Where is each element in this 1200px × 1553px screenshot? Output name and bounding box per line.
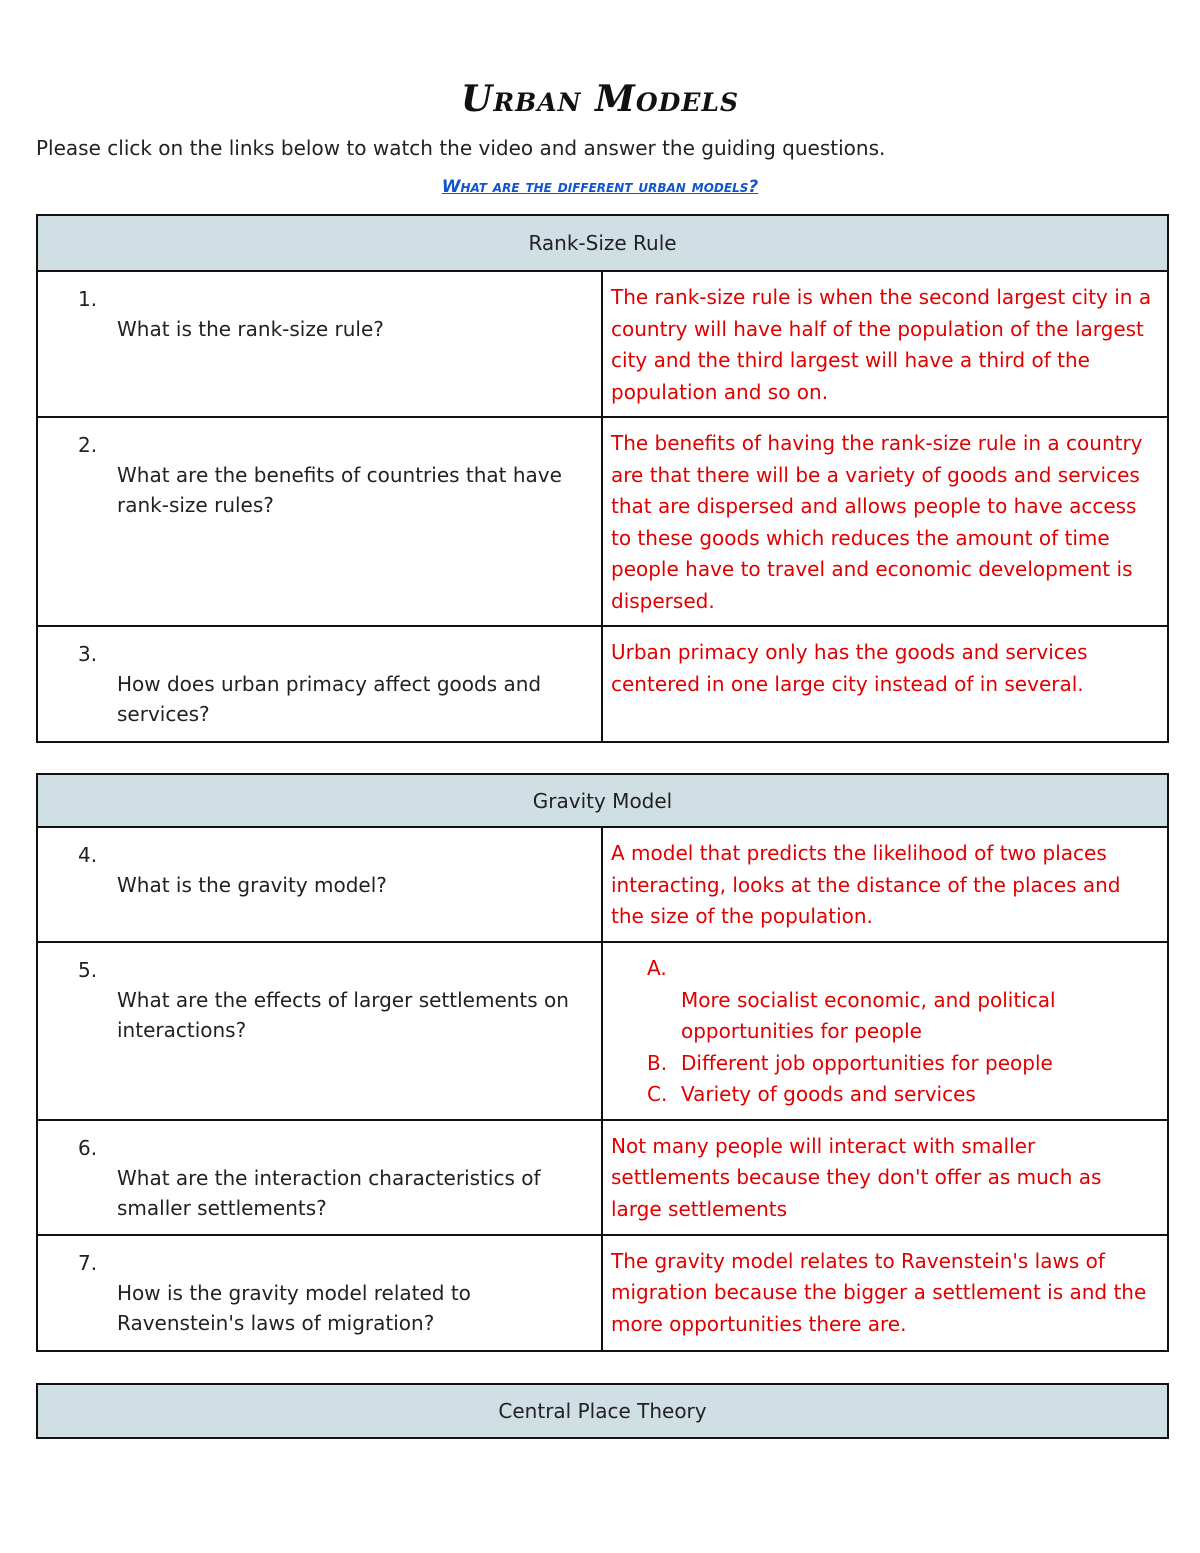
list-marker: C.	[647, 1082, 668, 1106]
question-cell	[37, 1235, 602, 1351]
list-item	[611, 1048, 1157, 1080]
question-cell	[37, 271, 602, 417]
answer-cell: The gravity model relates to Ravenstein's laws of migration because the bigger a settlement is and the more opportunities there are.	[602, 1235, 1168, 1351]
section-header: Rank-Size Rule	[37, 215, 1168, 271]
question-cell	[37, 626, 602, 742]
table-row	[37, 417, 1168, 626]
question-cell	[37, 1120, 602, 1235]
list-marker: B.	[647, 1050, 668, 1075]
question-number: 4.	[78, 843, 98, 867]
page-title: Urban Models	[460, 78, 740, 120]
question-number: 6.	[78, 1135, 98, 1160]
question-text: What is the gravity model?	[117, 873, 387, 897]
question-cell	[37, 417, 602, 626]
table-row	[37, 942, 1168, 1120]
section-header: Central Place Theory	[37, 1384, 1168, 1438]
table-row	[37, 271, 1168, 417]
answer-cell: Urban primacy only has the goods and services centered in one large city instead of in several.	[602, 626, 1168, 742]
question-text: What is the rank-size rule?	[117, 317, 384, 341]
intro-text: Please click on the links below to watch the video and answer the guiding questions.	[36, 136, 886, 160]
question-cell	[37, 827, 602, 942]
question-text: What are the benefits of countries that have rank-size rules?	[117, 463, 562, 517]
list-item-text: Different job opportunities for people	[681, 1050, 1053, 1075]
answer-cell	[602, 942, 1168, 1120]
question-cell	[37, 942, 602, 1120]
gravity-model-table	[36, 773, 1169, 1352]
question-text: What are the interaction characteristics of smaller settlements?	[117, 1165, 541, 1220]
answer-list	[611, 953, 1157, 1111]
answer-cell: The benefits of having the rank-size rule in a country are that there will be a variety of goods and services that are dispersed and allows people to have access to these goods which reduces the amount of time people have to travel and economic development is dispersed.	[602, 417, 1168, 626]
central-place-table	[36, 1383, 1169, 1439]
question-number: 5.	[78, 958, 98, 982]
table-row	[37, 1235, 1168, 1351]
question-number: 1.	[78, 287, 98, 311]
list-item	[611, 953, 1157, 1048]
question-text: How is the gravity model related to Ravenstein's laws of migration?	[117, 1280, 471, 1335]
answer-cell: A model that predicts the likelihood of two places interacting, looks at the distance of the places and the size of the population.	[602, 827, 1168, 942]
list-item-text: Variety of goods and services	[681, 1082, 976, 1106]
list-item	[611, 1079, 1157, 1111]
table-row	[37, 1120, 1168, 1235]
rank-size-table	[36, 214, 1169, 743]
question-number: 7.	[78, 1250, 98, 1275]
answer-cell: The rank-size rule is when the second largest city in a country will have half of the population of the largest city and the third largest will have a third of the population and so on.	[602, 271, 1168, 417]
answer-cell: Not many people will interact with smaller settlements because they don't offer as much as large settlements	[602, 1120, 1168, 1235]
video-link[interactable]: What are the different urban models?	[441, 177, 759, 197]
table-row	[37, 827, 1168, 942]
question-text: What are the effects of larger settlements on interactions?	[117, 988, 569, 1042]
section-header: Gravity Model	[37, 774, 1168, 827]
list-marker: A.	[647, 956, 667, 980]
table-row	[37, 626, 1168, 742]
question-number: 2.	[78, 433, 98, 457]
question-text: How does urban primacy affect goods and services?	[117, 672, 542, 726]
question-number: 3.	[78, 642, 98, 666]
list-item-text: More socialist economic, and political opportunities for people	[681, 987, 1056, 1043]
